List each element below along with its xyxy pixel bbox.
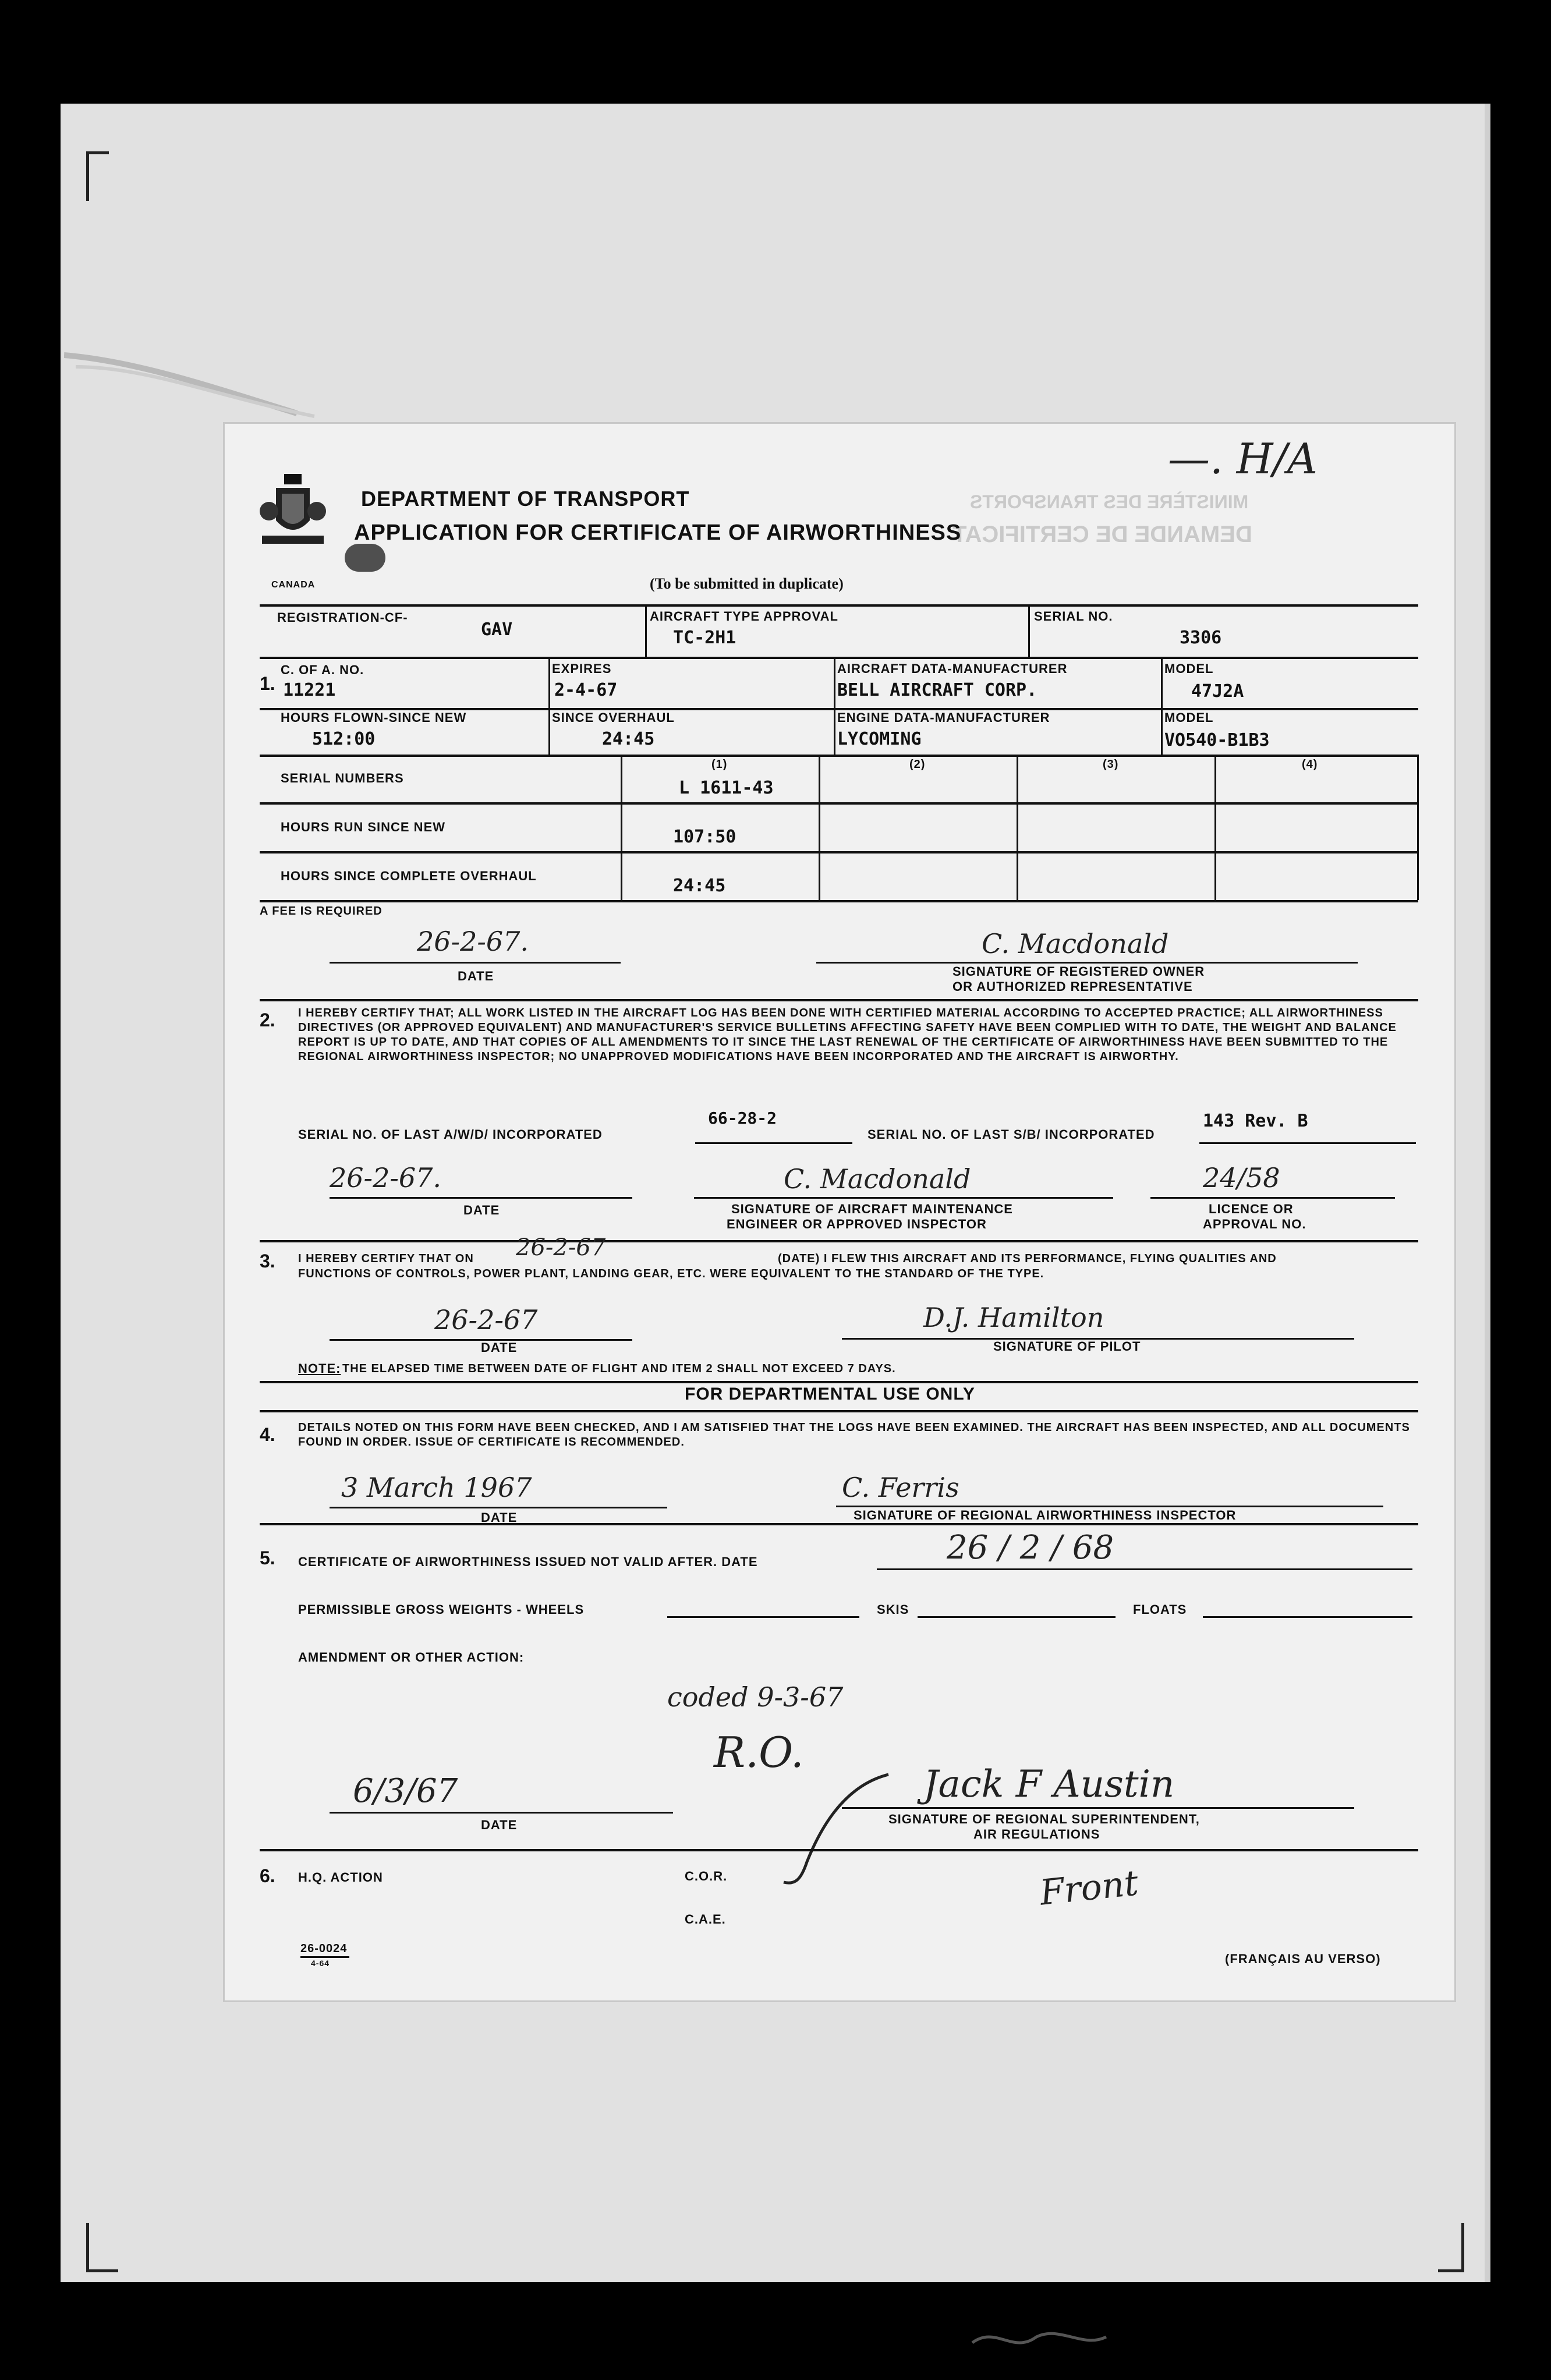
sb-label: SERIAL NO. OF LAST S/B/ INCORPORATED — [867, 1127, 1155, 1142]
ghost-french-ministry: MINISTÈRE DES TRANSPORTS — [970, 491, 1249, 512]
awd-value: 66-28-2 — [708, 1108, 777, 1128]
engine-1-hours-overhaul-value: 24:45 — [673, 876, 726, 896]
crop-mark-bottom-left — [86, 2223, 118, 2272]
note-label: NOTE: — [298, 1361, 341, 1376]
section-5-number: 5. — [260, 1547, 275, 1568]
fee-required-note: A FEE IS REQUIRED — [260, 905, 383, 918]
engine-manufacturer-label: ENGINE DATA-MANUFACTURER — [837, 710, 1050, 725]
section-5-date-value: 6/3/67 — [353, 1772, 458, 1810]
coded-note: coded 9-3-67 — [667, 1681, 844, 1713]
engine-col-2-header: (2) — [909, 758, 926, 771]
section-1-number: 1. — [260, 673, 275, 694]
serial-numbers-label: SERIAL NUMBERS — [281, 771, 404, 785]
hq-action-label: H.Q. ACTION — [298, 1870, 383, 1885]
skis-label: SKIS — [877, 1602, 909, 1617]
bottom-edge-scribble — [966, 2319, 1118, 2360]
section-1-signature-label-2: OR AUTHORIZED REPRESENTATIVE — [952, 979, 1193, 994]
section-4-date-value: 3 March 1967 — [341, 1472, 532, 1503]
note-text: THE ELAPSED TIME BETWEEN DATE OF FLIGHT AND ITEM 2 SHALL NOT EXCEED 7 DAYS. — [342, 1362, 896, 1375]
floats-label: FLOATS — [1133, 1602, 1187, 1617]
section-3-number: 3. — [260, 1251, 275, 1272]
serial-label: SERIAL NO. — [1034, 609, 1113, 624]
section-3-text-c: FUNCTIONS OF CONTROLS, POWER PLANT, LANDING GEAR, ETC. WERE EQUIVALENT TO THE STANDARD OF THE TYPE. — [298, 1267, 1044, 1280]
hours-run-new-label: HOURS RUN SINCE NEW — [281, 820, 446, 834]
form-title: APPLICATION FOR CERTIFICATE OF AIRWORTHINESS — [354, 520, 962, 545]
engine-model-value: VO540-B1B3 — [1164, 730, 1270, 750]
french-reverse-note: (FRANÇAIS AU VERSO) — [1225, 1952, 1381, 1966]
handwritten-initials: R.O. — [714, 1728, 804, 1777]
licence-label-1: LICENCE OR — [1209, 1202, 1294, 1216]
section-2-signature-label-2: ENGINEER OR APPROVED INSPECTOR — [727, 1217, 987, 1231]
type-approval-value: TC-2H1 — [673, 628, 736, 648]
section-6-number: 6. — [260, 1865, 275, 1886]
section-5-date-label: DATE — [481, 1818, 518, 1832]
type-approval-label: AIRCRAFT TYPE APPROVAL — [650, 609, 838, 624]
aircraft-model-label: MODEL — [1164, 661, 1214, 676]
crop-mark-bottom-right — [1438, 2223, 1464, 2272]
corner-handwritten-mark: —. H/A — [1168, 434, 1318, 483]
aircraft-model-value: 47J2A — [1191, 681, 1244, 702]
section-1-date-label: DATE — [458, 969, 494, 983]
superintendent-signature-label-2: AIR REGULATIONS — [973, 1827, 1100, 1841]
section-2-certification-text: I HEREBY CERTIFY THAT; ALL WORK LISTED IN THE AIRCRAFT LOG HAS BEEN DONE WITH CERTIFIED MATERIAL ACCORDING TO ACCEPTED PRACTICE; ALL AIRWORTHINESS DIRECTIVES (OR APPROVED EQUIVALENT) AND MANUFACTURER'S SERVICE BULLETINS AFFECTING SAFETY HAVE BEEN COMPLIED WITH TO DATE, THE WEIGHT AND BALANCE REPORT IS UP TO DATE, AND THAT COPIES OF ALL AMENDMENTS TO IT SINCE THE LAST RENEWAL OF THE CERTIFICATE OF AIRWORTHINESS HAVE BEEN SUBMITTED TO THE REGIONAL AIRWORTHINESS INSPECTOR; NO UNAPPROVED MODIFICATIONS HAVE BEEN INCORPORATED AND THE AIRCRAFT IS AIRWORTHY. — [298, 1007, 1397, 1063]
form-number-divider — [300, 1956, 349, 1958]
licence-value: 24/58 — [1203, 1162, 1280, 1193]
section-3-flight-date: 26-2-67 — [516, 1234, 606, 1261]
section-2-date-value: 26-2-67. — [330, 1162, 442, 1193]
pilot-signature: D.J. Hamilton — [923, 1302, 1104, 1333]
registration-value: GAV — [481, 619, 513, 640]
serial-value: 3306 — [1180, 628, 1222, 648]
pilot-signature-label: SIGNATURE OF PILOT — [993, 1339, 1141, 1354]
since-overhaul-value: 24:45 — [602, 729, 655, 749]
inspector-signature: C. Ferris — [842, 1472, 959, 1503]
department-title: DEPARTMENT OF TRANSPORT — [361, 487, 690, 511]
inspector-signature-label: SIGNATURE OF REGIONAL AIRWORTHINESS INSPECTOR — [854, 1508, 1237, 1522]
handwritten-front-note: Front — [1037, 1862, 1141, 1914]
paper-streak-decoration — [64, 343, 338, 425]
licence-label-2: APPROVAL NO. — [1203, 1217, 1306, 1231]
engine-col-3-header: (3) — [1103, 758, 1119, 771]
certificate-validity-label: CERTIFICATE OF AIRWORTHINESS ISSUED NOT VALID AFTER. DATE — [298, 1554, 758, 1569]
section-2-number: 2. — [260, 1010, 275, 1030]
registration-label: REGISTRATION-CF- — [277, 610, 408, 625]
awd-label: SERIAL NO. OF LAST A/W/D/ INCORPORATED — [298, 1127, 603, 1142]
form-number: 26-0024 — [300, 1942, 348, 1955]
superintendent-signature-label-1: SIGNATURE OF REGIONAL SUPERINTENDENT, — [888, 1812, 1200, 1826]
section-1-date-value: 26-2-67. — [417, 926, 529, 957]
departmental-use-heading: FOR DEPARTMENTAL USE ONLY — [685, 1384, 975, 1404]
section-1-signature-label-1: SIGNATURE OF REGISTERED OWNER — [952, 964, 1205, 979]
expires-label: EXPIRES — [552, 661, 612, 676]
aircraft-manufacturer-label: AIRCRAFT DATA-MANUFACTURER — [837, 661, 1068, 676]
section-2-date-label: DATE — [463, 1203, 500, 1217]
section-4-text: DETAILS NOTED ON THIS FORM HAVE BEEN CHECKED, AND I AM SATISFIED THAT THE LOGS HAVE BEEN EXAMINED. THE AIRCRAFT HAS BEEN INSPECTED, AND ALL DOCUMENTS FOUND IN ORDER. ISSUE OF CERTIFICATE IS RECOMMENDED. — [298, 1421, 1410, 1448]
engine-model-label: MODEL — [1164, 710, 1214, 725]
canada-label: CANADA — [271, 580, 316, 590]
canada-coat-of-arms-icon — [258, 474, 327, 555]
engine-col-4-header: (4) — [1302, 758, 1318, 771]
gross-weights-wheels-label: PERMISSIBLE GROSS WEIGHTS - WHEELS — [298, 1602, 585, 1617]
ghost-french-title: DEMANDE DE CERTIFICAT — [952, 522, 1252, 547]
certificate-validity-value: 26 / 2 / 68 — [947, 1529, 1114, 1567]
amendment-label: AMENDMENT OR OTHER ACTION: — [298, 1650, 525, 1664]
section-4-date-label: DATE — [481, 1510, 518, 1525]
cae-label: C.A.E. — [685, 1912, 726, 1926]
form-smudge — [345, 544, 385, 572]
engine-1-serial-value: L 1611-43 — [679, 778, 774, 798]
engine-manufacturer-value: LYCOMING — [837, 729, 922, 749]
hours-new-value: 512:00 — [312, 729, 376, 749]
crop-mark-top-left — [86, 151, 109, 201]
section-3-date-label: DATE — [481, 1340, 518, 1355]
section-2-signature: C. Macdonald — [784, 1163, 971, 1195]
coa-label: C. OF A. NO. — [281, 663, 364, 677]
section-4-number: 4. — [260, 1424, 275, 1445]
superintendent-signature: Jack F Austin — [923, 1763, 1175, 1806]
application-form — [225, 424, 1454, 2000]
section-1-signature: C. Macdonald — [982, 928, 1169, 959]
cor-label: C.O.R. — [685, 1869, 728, 1883]
submission-instruction: (To be submitted in duplicate) — [650, 575, 844, 592]
engine-col-1-header: (1) — [711, 758, 728, 771]
section-3-text-a: I HEREBY CERTIFY THAT ON — [298, 1252, 474, 1265]
aircraft-manufacturer-value: BELL AIRCRAFT CORP. — [837, 680, 1037, 700]
section-2-signature-label-1: SIGNATURE OF AIRCRAFT MAINTENANCE — [731, 1202, 1013, 1216]
since-overhaul-label: SINCE OVERHAUL — [552, 710, 675, 725]
engine-1-hours-new-value: 107:50 — [673, 827, 736, 847]
hours-new-label: HOURS FLOWN-SINCE NEW — [281, 710, 467, 725]
sb-value: 143 Rev. B — [1203, 1111, 1308, 1131]
coa-value: 11221 — [283, 680, 336, 700]
signature-flourish — [772, 1763, 923, 1891]
section-3-date-value: 26-2-67 — [434, 1304, 538, 1336]
expires-value: 2-4-67 — [554, 680, 618, 700]
form-date: 4-64 — [311, 1958, 330, 1968]
section-3-text-b: (DATE) I FLEW THIS AIRCRAFT AND ITS PERFORMANCE, FLYING QUALITIES AND — [778, 1252, 1277, 1265]
hours-since-overhaul-label: HOURS SINCE COMPLETE OVERHAUL — [281, 869, 537, 883]
